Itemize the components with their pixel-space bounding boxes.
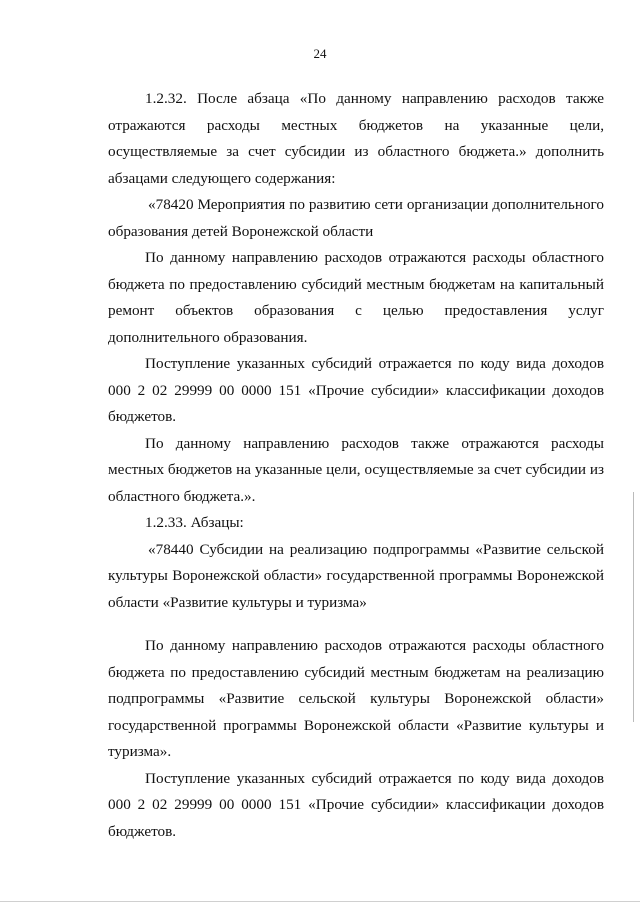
paragraph-78420-local-budgets: По данному направлению расходов также отражаются расходы местных бюджетов на указанные цели, осуществляемые за счет субсидии из областного бюджета.». bbox=[108, 434, 604, 505]
paragraph-code-78420: «78420 Мероприятия по развитию сети организации дополнительного образования детей Воронежской области bbox=[108, 196, 604, 240]
document-body bbox=[108, 86, 604, 845]
paragraph-78420-description: По данному направлению расходов отражаются расходы областного бюджета по предоставлению субсидий местным бюджетам на капитальный ремонт объектов образования с целью предоставления услуг дополнительного образования. bbox=[108, 249, 604, 346]
page-number: 24 bbox=[313, 46, 327, 61]
scan-edge-mark bbox=[633, 492, 634, 722]
paragraph-1-2-32: 1.2.32. После абзаца «По данному направлению расходов также отражаются расходы местных бюджетов на указанные цели, осуществляемые за счет субсидии из областного бюджета.» дополнить абзацами следующего содержания: bbox=[108, 90, 604, 187]
scan-bottom-line bbox=[0, 901, 640, 902]
paragraph-code-78440: «78440 Субсидии на реализацию подпрограммы «Развитие сельской культуры Воронежской области» государственной программы Воронежской области «Развитие культуры и туризма» bbox=[108, 540, 604, 611]
paragraph-1-2-33: 1.2.33. Абзацы: bbox=[145, 514, 244, 531]
paragraph-gap bbox=[108, 616, 604, 633]
paragraph-78440-income-code: Поступление указанных субсидий отражается по коду вида доходов 000 2 02 29999 00 0000 151 «Прочие субсидии» классификации доходов бюджетов. bbox=[108, 769, 604, 840]
paragraph-78440-description: По данному направлению расходов отражаются расходы областного бюджета по предоставлению субсидий местным бюджетам на реализацию подпрограммы «Развитие сельской культуры Воронежской области» государственной программы Воронежской области «Развитие культуры и туризма». bbox=[108, 637, 604, 760]
paragraph-78420-income-code: Поступление указанных субсидий отражается по коду вида доходов 000 2 02 29999 00 0000 151 «Прочие субсидии» классификации доходов бюджетов. bbox=[108, 355, 604, 425]
